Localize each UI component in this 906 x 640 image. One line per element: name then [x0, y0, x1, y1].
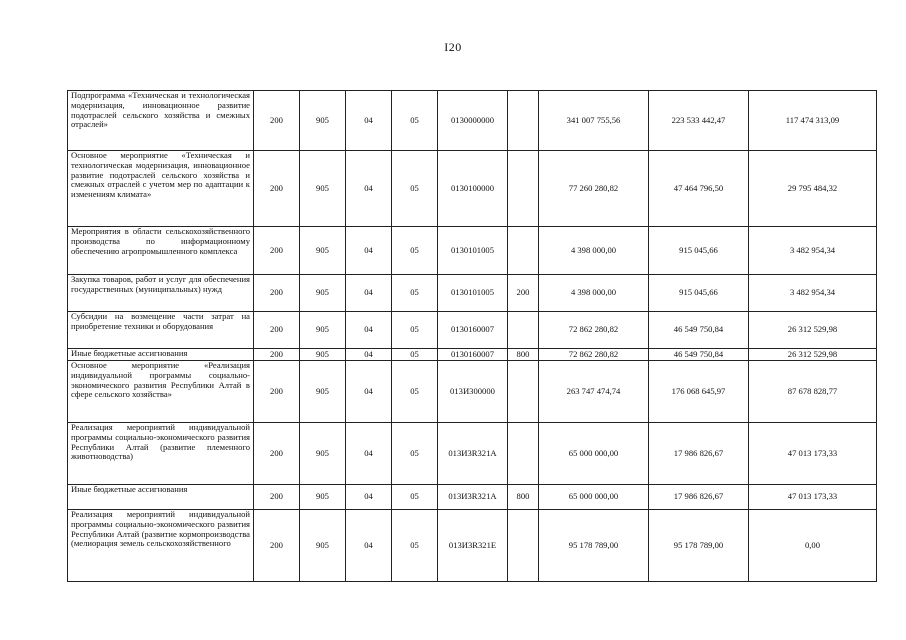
cell-name: Подпрограмма «Техническая и технологическая модернизация, инновационное развитие подотраслей сельского хозяйства и смежных отраслей» — [68, 91, 254, 151]
cell-name: Основное мероприятие «Реализация индивидуальной программы социально-экономического развития Республики Алтай в сфере сельского хозяйства» — [68, 361, 254, 423]
cell-ministry-code: 905 — [300, 361, 346, 423]
table-row — [68, 275, 877, 312]
cell-amount-2: 17 986 826,67 — [649, 423, 749, 485]
cell-subsection-code: 05 — [392, 485, 438, 510]
cell-amount-3: 3 482 954,34 — [749, 227, 877, 275]
cell-amount-3: 29 795 484,32 — [749, 151, 877, 227]
cell-expense-type: 800 — [508, 485, 539, 510]
cell-section-code: 04 — [346, 275, 392, 312]
cell-section-code: 04 — [346, 151, 392, 227]
cell-amount-2: 915 045,66 — [649, 227, 749, 275]
cell-name: Закупка товаров, работ и услуг для обеспечения государственных (муниципальных) нужд — [68, 275, 254, 312]
cell-ministry-code: 905 — [300, 423, 346, 485]
cell-section-code: 04 — [346, 423, 392, 485]
cell-amount-1: 95 178 789,00 — [539, 510, 649, 582]
cell-name: Реализация мероприятий индивидуальной программы социально-экономического развития Республики Алтай (развитие кормопроизводства (мелиорация земель сельскохозяйственного — [68, 510, 254, 582]
table-row — [68, 423, 877, 485]
cell-amount-3: 47 013 173,33 — [749, 485, 877, 510]
cell-admin-code: 200 — [254, 510, 300, 582]
cell-amount-1: 65 000 000,00 — [539, 423, 649, 485]
cell-expense-type — [508, 312, 539, 349]
cell-admin-code: 200 — [254, 227, 300, 275]
cell-section-code: 04 — [346, 312, 392, 349]
cell-admin-code: 200 — [254, 361, 300, 423]
table-body — [68, 91, 877, 582]
cell-subsection-code: 05 — [392, 423, 438, 485]
cell-target-article: 0130100000 — [438, 151, 508, 227]
cell-expense-type — [508, 227, 539, 275]
cell-subsection-code: 05 — [392, 349, 438, 361]
cell-section-code: 04 — [346, 510, 392, 582]
cell-section-code: 04 — [346, 349, 392, 361]
cell-amount-1: 77 260 280,82 — [539, 151, 649, 227]
cell-target-article: 0130101005 — [438, 227, 508, 275]
cell-admin-code: 200 — [254, 151, 300, 227]
cell-target-article: 0130160007 — [438, 349, 508, 361]
table-row — [68, 91, 877, 151]
cell-subsection-code: 05 — [392, 361, 438, 423]
cell-ministry-code: 905 — [300, 91, 346, 151]
cell-expense-type: 200 — [508, 275, 539, 312]
cell-target-article: 0130000000 — [438, 91, 508, 151]
cell-admin-code: 200 — [254, 312, 300, 349]
cell-amount-2: 46 549 750,84 — [649, 312, 749, 349]
cell-section-code: 04 — [346, 91, 392, 151]
cell-amount-3: 26 312 529,98 — [749, 312, 877, 349]
table-row — [68, 151, 877, 227]
cell-amount-2: 95 178 789,00 — [649, 510, 749, 582]
cell-admin-code: 200 — [254, 423, 300, 485]
table-row — [68, 485, 877, 510]
cell-expense-type: 800 — [508, 349, 539, 361]
cell-amount-1: 72 862 280,82 — [539, 312, 649, 349]
cell-expense-type — [508, 510, 539, 582]
cell-amount-3: 47 013 173,33 — [749, 423, 877, 485]
cell-amount-1: 65 000 000,00 — [539, 485, 649, 510]
cell-target-article: 0130101005 — [438, 275, 508, 312]
cell-section-code: 04 — [346, 227, 392, 275]
table-row — [68, 312, 877, 349]
cell-target-article: 0130160007 — [438, 312, 508, 349]
cell-subsection-code: 05 — [392, 91, 438, 151]
cell-amount-3: 117 474 313,09 — [749, 91, 877, 151]
cell-target-article: 013И3R321Е — [438, 510, 508, 582]
cell-name: Мероприятия в области сельскохозяйственного производства по информационному обеспечению агропромышленного комплекса — [68, 227, 254, 275]
cell-ministry-code: 905 — [300, 312, 346, 349]
cell-expense-type — [508, 151, 539, 227]
cell-amount-2: 46 549 750,84 — [649, 349, 749, 361]
cell-target-article: 013И3R321А — [438, 423, 508, 485]
cell-amount-3: 87 678 828,77 — [749, 361, 877, 423]
cell-subsection-code: 05 — [392, 312, 438, 349]
cell-subsection-code: 05 — [392, 151, 438, 227]
cell-section-code: 04 — [346, 485, 392, 510]
table-row — [68, 361, 877, 423]
cell-admin-code: 200 — [254, 91, 300, 151]
cell-admin-code: 200 — [254, 349, 300, 361]
page-number: I20 — [444, 40, 462, 54]
budget-table — [67, 90, 877, 582]
cell-subsection-code: 05 — [392, 510, 438, 582]
cell-amount-2: 176 068 645,97 — [649, 361, 749, 423]
cell-name: Иные бюджетные ассигнования — [68, 349, 254, 361]
cell-subsection-code: 05 — [392, 227, 438, 275]
cell-expense-type — [508, 423, 539, 485]
cell-subsection-code: 05 — [392, 275, 438, 312]
cell-amount-1: 341 007 755,56 — [539, 91, 649, 151]
cell-ministry-code: 905 — [300, 151, 346, 227]
cell-amount-1: 72 862 280,82 — [539, 349, 649, 361]
cell-amount-1: 4 398 000,00 — [539, 275, 649, 312]
cell-ministry-code: 905 — [300, 510, 346, 582]
table-row — [68, 227, 877, 275]
cell-name: Основное мероприятие «Техническая и технологическая модернизация, инновационное развитие подотраслей сельского хозяйства и смежных отраслей с учетом мер по адаптации к изменениям климата» — [68, 151, 254, 227]
cell-ministry-code: 905 — [300, 227, 346, 275]
cell-amount-1: 4 398 000,00 — [539, 227, 649, 275]
cell-admin-code: 200 — [254, 275, 300, 312]
cell-amount-3: 26 312 529,98 — [749, 349, 877, 361]
cell-ministry-code: 905 — [300, 485, 346, 510]
cell-amount-3: 0,00 — [749, 510, 877, 582]
cell-amount-2: 47 464 796,50 — [649, 151, 749, 227]
cell-amount-3: 3 482 954,34 — [749, 275, 877, 312]
cell-admin-code: 200 — [254, 485, 300, 510]
cell-amount-2: 915 045,66 — [649, 275, 749, 312]
table-row — [68, 349, 877, 361]
cell-name: Иные бюджетные ассигнования — [68, 485, 254, 510]
cell-amount-2: 17 986 826,67 — [649, 485, 749, 510]
cell-ministry-code: 905 — [300, 349, 346, 361]
cell-expense-type — [508, 361, 539, 423]
cell-target-article: 013И3R321А — [438, 485, 508, 510]
cell-name: Реализация мероприятий индивидуальной программы социально-экономического развития Республики Алтай (развитие племенного животноводства) — [68, 423, 254, 485]
cell-amount-2: 223 533 442,47 — [649, 91, 749, 151]
cell-ministry-code: 905 — [300, 275, 346, 312]
table-row — [68, 510, 877, 582]
cell-target-article: 013И300000 — [438, 361, 508, 423]
cell-expense-type — [508, 91, 539, 151]
cell-section-code: 04 — [346, 361, 392, 423]
cell-name: Субсидии на возмещение части затрат на приобретение техники и оборудования — [68, 312, 254, 349]
cell-amount-1: 263 747 474,74 — [539, 361, 649, 423]
